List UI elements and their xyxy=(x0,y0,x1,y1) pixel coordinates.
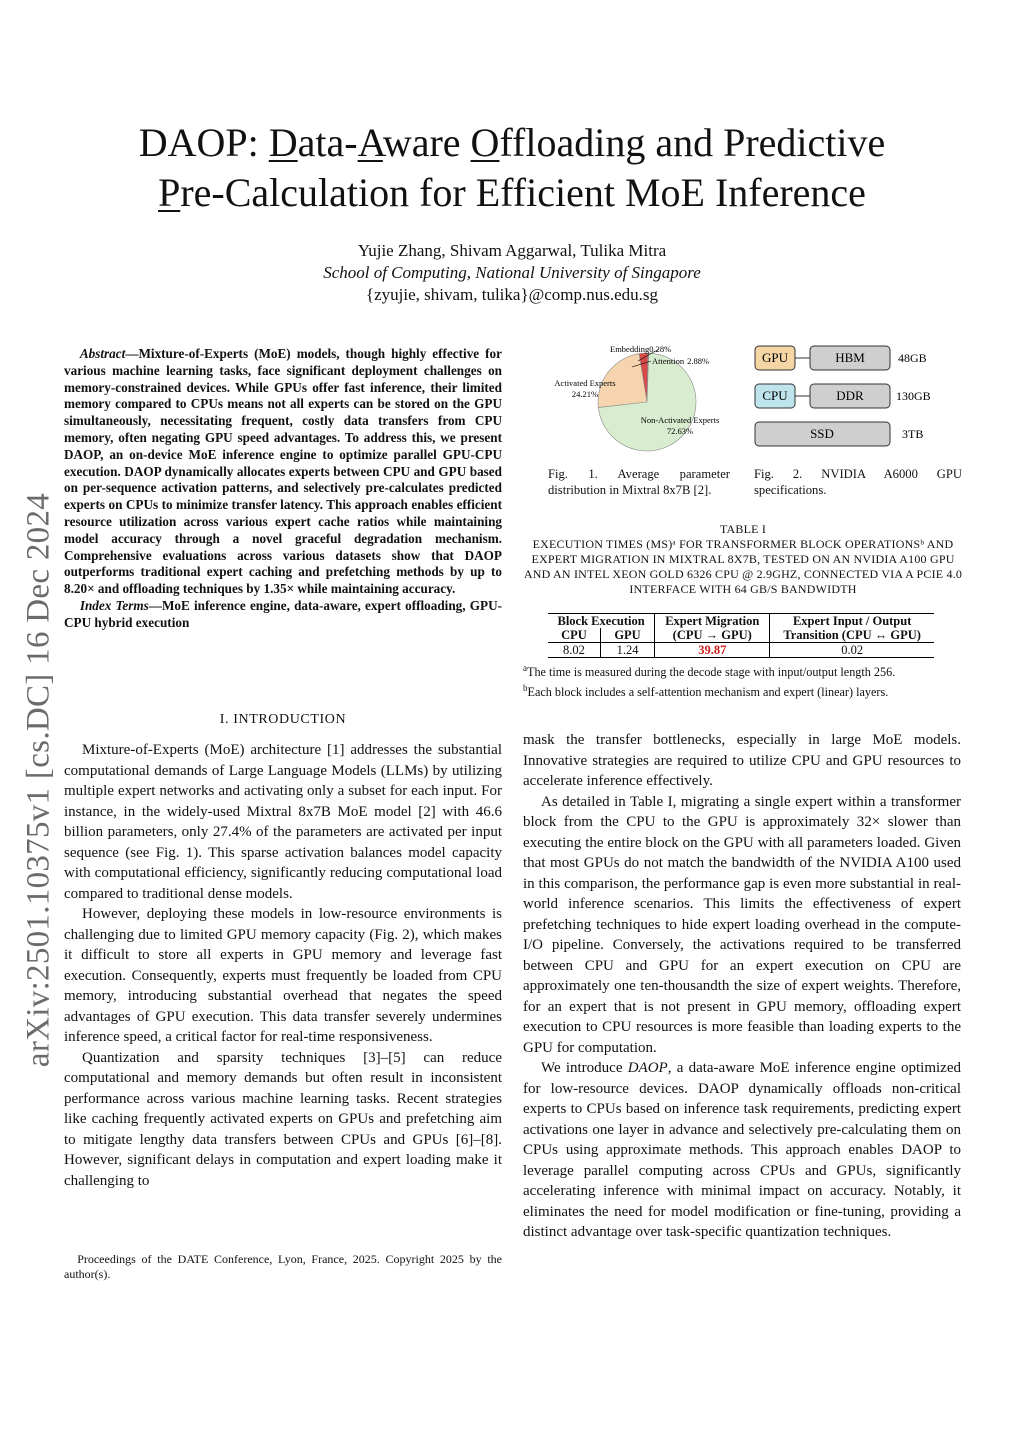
table-subheader-row xyxy=(548,628,934,643)
pie-label-embedding-name: Embedding xyxy=(610,344,650,354)
title-underlined-letter: O xyxy=(470,120,500,165)
pie-label-attention-name: Attention xyxy=(652,356,685,366)
pie-label-nonactivated-value: 72.63% xyxy=(666,426,694,436)
table-caption xyxy=(523,522,963,597)
body-column-left xyxy=(64,740,502,1191)
pie-label-attention xyxy=(652,356,709,366)
title-part: ata- xyxy=(297,120,358,165)
figure-2-memory-diagram xyxy=(752,340,962,452)
author-names: Yujie Zhang, Shivam Aggarwal, Tulika Mitra xyxy=(357,241,667,260)
body-paragraph: Quantization and sparsity techniques [3]–[5] can reduce computational and memory demands but often result in inconsistent performance across various machine learning tasks. Recent strategies like caching frequently activated experts on GPUs and prefetching aim to mitigate lengthy data transfers between CPUs and GPUs [6]–[8]. However, significant delays in computation and expert loading make it challenging to xyxy=(64,1049,502,1189)
ssd-label: SSD xyxy=(810,426,834,441)
cell-gpu-time: 1.24 xyxy=(600,643,654,658)
cell-cpu-time: 8.02 xyxy=(548,643,600,658)
hbm-capacity: 48GB xyxy=(898,351,927,365)
abstract-text: —Mixture-of-Experts (MoE) models, though highly effective for various machine learning tasks, face significant deployment challenges on memory-constrained devices. While GPUs offer fast inference, their limited memory compared to CPUs means not all experts can be stored on the GPU simultaneously, necessitating frequent, costly data transfers from CPU memory, often negating GPU speed advantages. To address this, we present DAOP, an on-device MoE inference engine to optimize parallel GPU-CPU execution. DAOP dynamically allocates experts between CPU and GPU based on per-sequence activation patterns, and selectively pre-calculates predicted experts on CPUs to minimize transfer latency. This approach enables efficient resource utilization across various expert cache ratios while maintaining model accuracy through a novel graceful degradation mechanism. Comprehensive evaluations across various datasets show that DAOP outperforms traditional expert caching and prefetching methods by up to 8.20× and offloading techniques by 1.35× while maintaining accuracy. xyxy=(64,346,502,597)
header-cpu: CPU xyxy=(548,628,600,643)
body-paragraph: As detailed in Table I, migrating a single expert within a transformer block from the CPU to the GPU is approximately 32× slower than executing the entire block on the GPU with all parameters loaded. Given that most GPUs do not match the bandwidth of the NVIDIA A100 used in this comparison, the performance gap is even more substantial in real-world inference scenarios. This limits the effectiveness of expert prefetching techniques to hide expert loading overhead in the compute-I/O pipeline. Conversely, the activations required to be transferred between CPU and GPU for an expert execution on CPU are approximately one ten-thousandth the size of expert weights. Therefore, for an expert that is not present in GPU memory, offloading expert execution to CPU resources is more feasible than loading experts to the GPU for computation. xyxy=(523,793,961,1056)
title-part: ware xyxy=(382,120,471,165)
cpu-label: CPU xyxy=(762,388,788,403)
arxiv-text: arXiv:2501.10375v1 [cs.DC] 16 Dec 2024 xyxy=(20,492,57,1068)
table-header-row xyxy=(548,614,934,629)
title-underlined-letter: D xyxy=(268,120,298,165)
title-underlined-letter: P xyxy=(158,170,181,215)
abstract-label: Abstract xyxy=(79,346,126,361)
figure-2-caption: Fig. 2. NVIDIA A6000 GPU specifications. xyxy=(754,467,962,497)
index-terms xyxy=(64,598,502,632)
footnote xyxy=(64,1252,502,1282)
author-email: {zyujie, shivam, tulika}@comp.nus.edu.sg xyxy=(365,285,659,304)
body-text: , a data-aware MoE inference engine optimized for low-resource devices. DAOP dynamically offloads non-critical experts to CPUs based on inference task requirements, predicting expert activations one layer in advance and selectively pre-calculating them on CPUs using approximate methods. This approach enables DAOP to leverage parallel computing across CPUs and GPUs, significantly accelerating inference with minimal impact on accuracy. Notably, it eliminates the need for model modification or fine-tuning, providing a distinct advantage over task-specific quantization techniques. xyxy=(523,1060,961,1240)
index-terms-text: —MoE inference engine, data-aware, expert offloading, GPU-CPU hybrid execution xyxy=(64,597,503,630)
pie-label-activated-name: Activated Experts xyxy=(554,378,616,388)
title-line-1 xyxy=(0,118,1024,168)
ddr-label: DDR xyxy=(836,388,864,403)
title-part: re-Calculation for Efficient MoE Inference xyxy=(180,170,866,215)
body-paragraph: Mixture-of-Experts (MoE) architecture [1] addresses the substantial computational demands of Large Language Models (LLMs) by utilizing multiple expert networks and activating only a subset for each input. For instance, in the widely-used Mixtral 8x7B MoE model [2] with 46.6 billion parameters, only 27.4% of the parameters are activated per input sequence (see Fig. 1). This sparse activation balances model capacity with computational efficiency, significantly reducing computational load compared to traditional dense models. xyxy=(64,742,502,902)
title-part: ffloading and Predictive xyxy=(499,120,886,165)
header-transition: Transition (CPU ↔ GPU) xyxy=(770,628,934,643)
cell-migration-time: 39.87 xyxy=(655,643,770,658)
body-paragraph xyxy=(523,1058,961,1243)
note-marker: a xyxy=(523,663,527,673)
section-heading-introduction: I. INTRODUCTION xyxy=(219,712,347,727)
table-label: TABLE I xyxy=(719,522,767,536)
pie-label-embedding-value: 0.28% xyxy=(649,344,672,354)
cell-io-time: 0.02 xyxy=(770,643,934,658)
body-paragraph: mask the transfer bottlenecks, especially in large MoE models. Innovative strategies are required to utilize CPU and GPU resources to accelerate inference effectively. xyxy=(523,732,961,789)
footnote-text: Proceedings of the DATE Conference, Lyon, France, 2025. Copyright 2025 by the author(s). xyxy=(64,1252,502,1281)
abstract-paragraph xyxy=(64,346,502,598)
title-underlined-letter: A xyxy=(357,120,383,165)
body-column-right xyxy=(523,730,961,1243)
pie-slices xyxy=(598,353,696,451)
abstract xyxy=(64,346,502,632)
pie-label-nonactivated-name: Non-Activated Experts xyxy=(640,415,720,425)
header-gpu: GPU xyxy=(600,628,654,643)
figure-1-pie-chart xyxy=(548,340,738,464)
body-paragraph: However, deploying these models in low-resource environments is challenging due to limited GPU memory capacity (Fig. 2), which makes it difficult to store all experts in GPU memory and leverage fast execution. Consequently, experts must frequently be loaded from CPU memory, introducing substantial overhead that negates the speed advantages of GPU execution. This data transfer severely undermines inference speed, a critical factor for real-time responsiveness. xyxy=(64,906,502,1045)
body-emphasis: DAOP xyxy=(627,1060,668,1076)
header-expert-migration: Expert Migration xyxy=(655,614,770,629)
note-text: Each block includes a self-attention mechanism and expert (linear) layers. xyxy=(527,685,889,700)
pie-label-attention-value: 2.88% xyxy=(687,356,710,366)
table-1 xyxy=(548,613,934,658)
author-affiliation: School of Computing, National University of Singapore xyxy=(323,263,701,282)
pie-label-activated-value: 24.21% xyxy=(571,389,599,399)
arxiv-identifier xyxy=(14,430,64,1130)
pie-label-embedding xyxy=(610,344,671,354)
title-part: DAOP: xyxy=(138,120,269,165)
gpu-label: GPU xyxy=(761,350,789,365)
note-marker: b xyxy=(523,683,528,694)
paper-title xyxy=(0,118,1024,218)
ssd-capacity: 3TB xyxy=(902,427,924,441)
header-block-execution: Block Execution xyxy=(548,614,655,629)
hbm-label: HBM xyxy=(835,350,865,365)
table-note-b xyxy=(523,680,963,700)
index-terms-label: Index Terms xyxy=(79,597,149,613)
ddr-capacity: 130GB xyxy=(896,389,931,403)
note-text: The time is measured during the decode stage with input/output length 256. xyxy=(527,665,896,680)
table-row xyxy=(548,643,934,658)
author-block xyxy=(0,240,1024,306)
title-line-2 xyxy=(0,168,1024,218)
header-cpu-to-gpu: (CPU → GPU) xyxy=(655,628,770,643)
table-note-a xyxy=(523,660,963,680)
body-text: We introduce xyxy=(541,1060,628,1076)
table-caption-text: EXECUTION TIMES (MS)ᵃ FOR TRANSFORMER BLOCK OPERATIONSᵇ AND EXPERT MIGRATION IN MIXTRAL 8X7B, TESTED ON AN NVIDIA A100 GPU AND AN INTEL XEON GOLD 6326 CPU @ 2.9GHZ, CONNECTED VIA A PCIE 4.0 INTERFACE WITH 64 GB/S BANDWIDTH xyxy=(523,537,963,596)
figure-1-caption: Fig. 1. Average parameter distribution in Mixtral 8x7B [2]. xyxy=(548,467,730,497)
header-expert-io: Expert Input / Output xyxy=(770,614,934,629)
table-notes xyxy=(523,660,963,700)
